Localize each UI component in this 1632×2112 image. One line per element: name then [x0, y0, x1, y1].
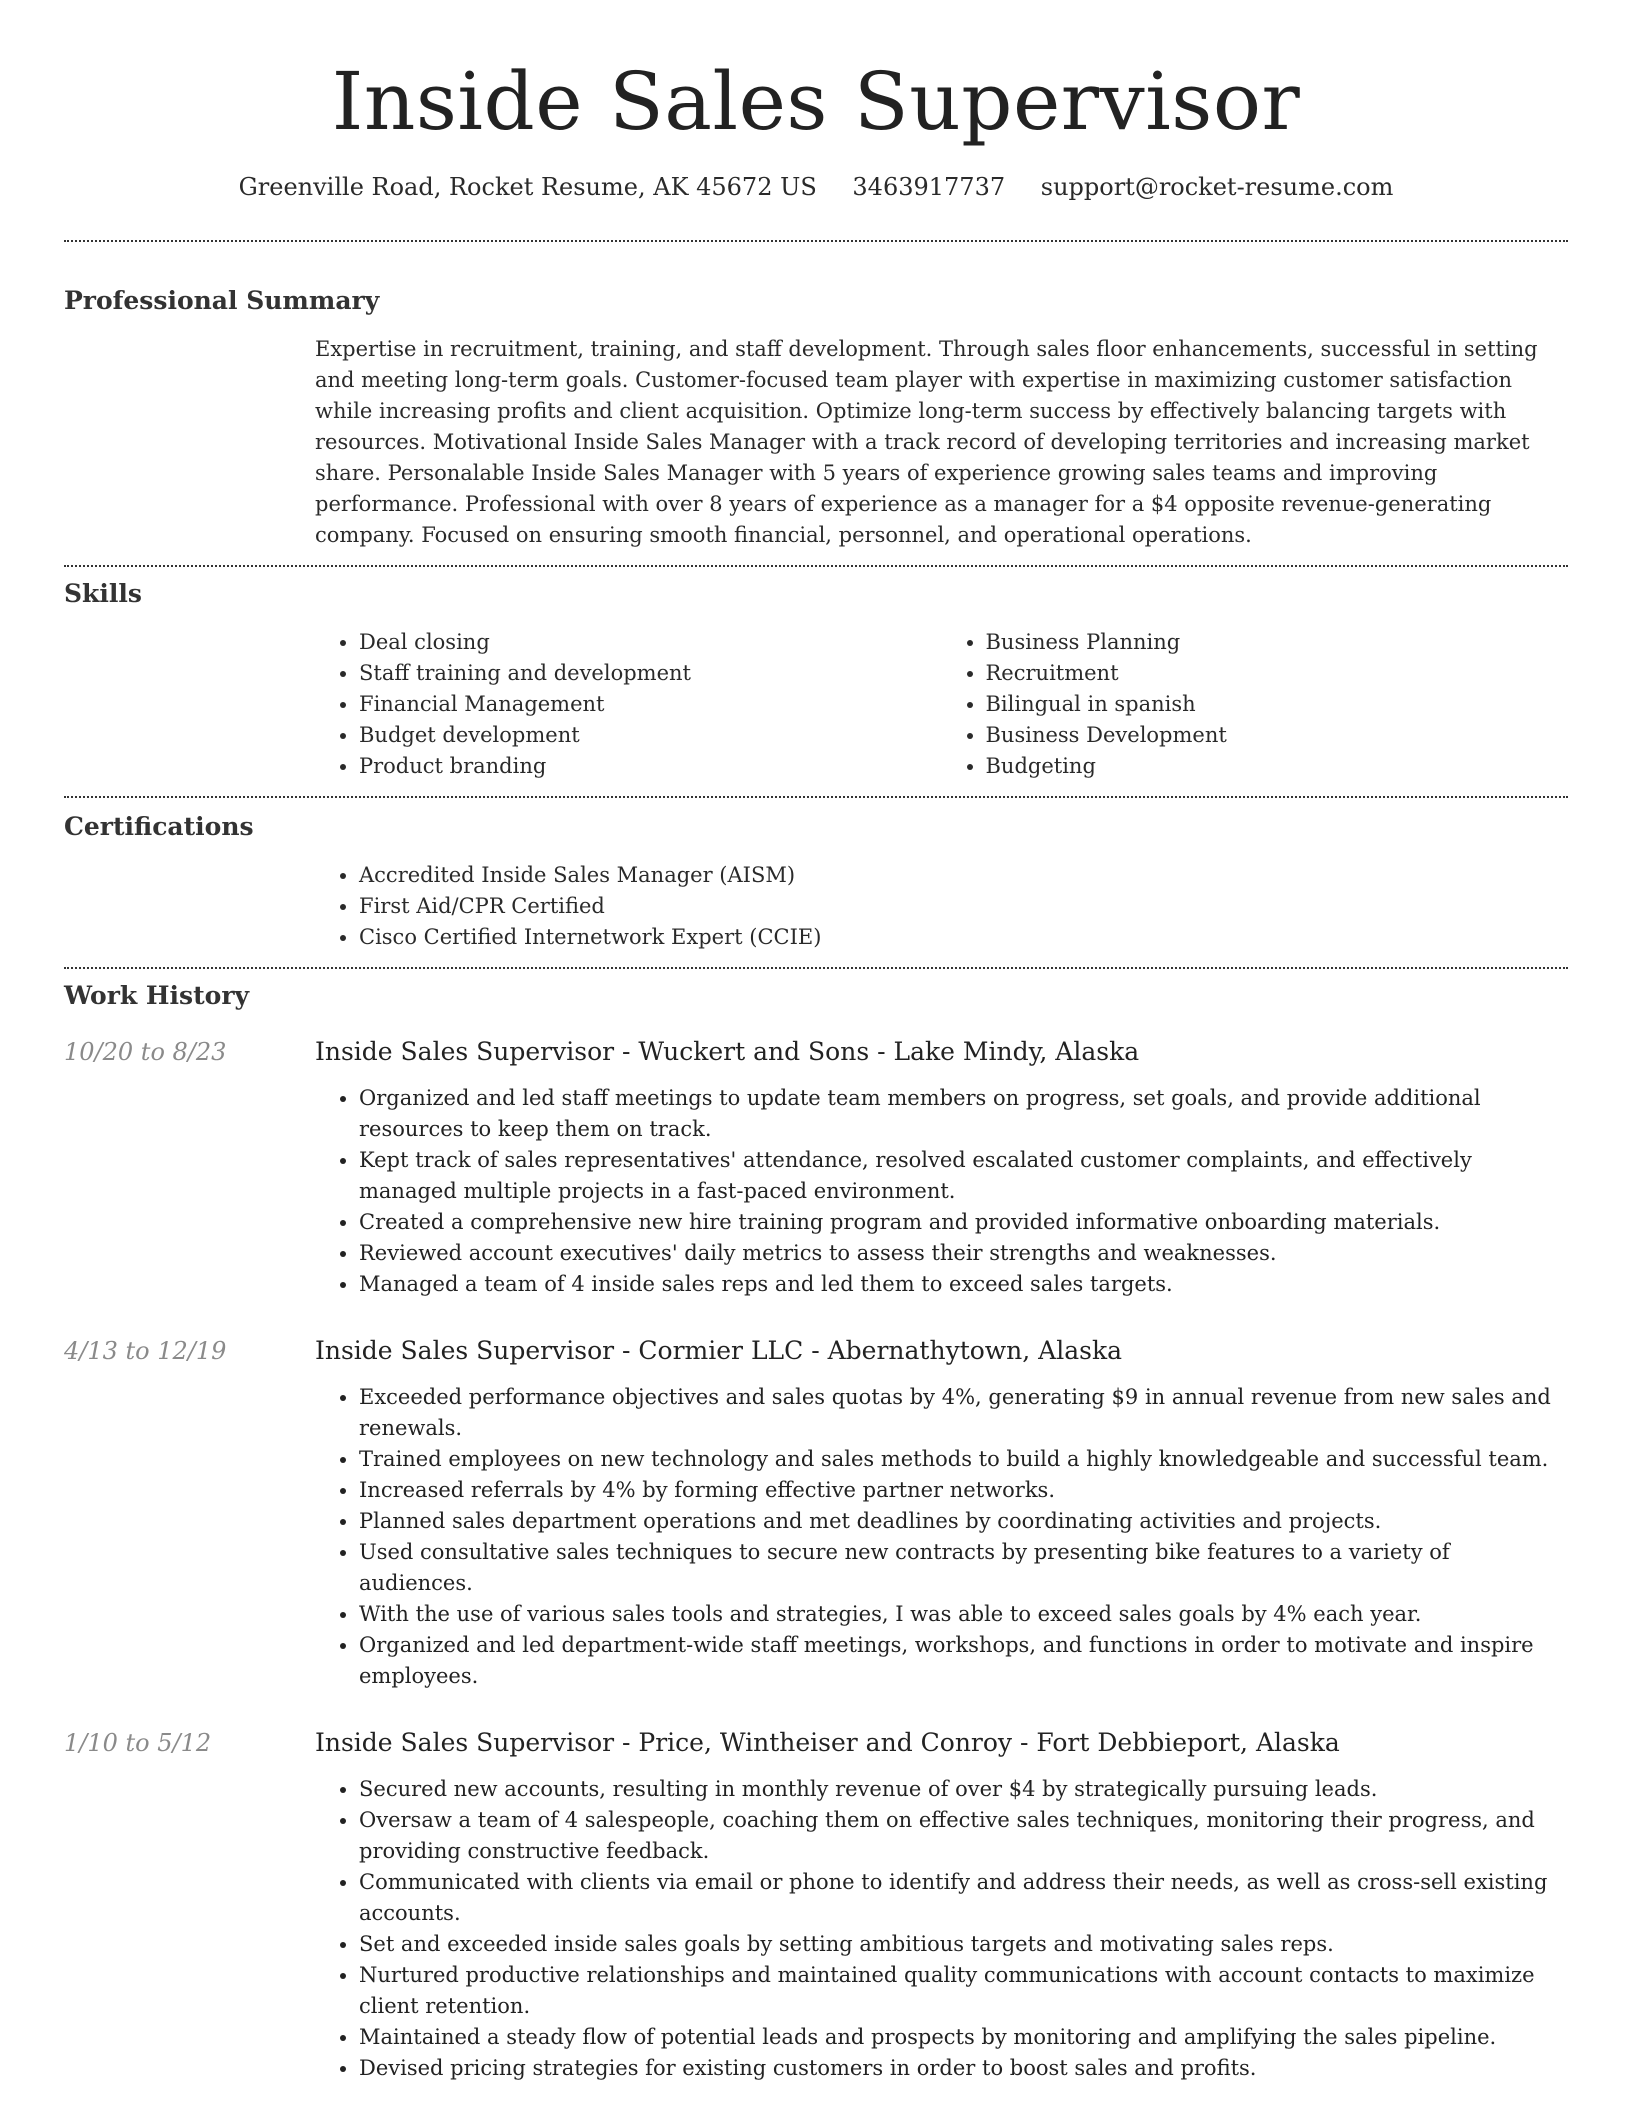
job-bullet: • Communicated with clients via email or phone to identify and address their needs, as well as cross-sell existing accounts.	[359, 1867, 1568, 1929]
job-bullet: • Maintained a steady flow of potential leads and prospects by monitoring and amplifying the sales pipeline.	[359, 2022, 1568, 2053]
job-bullet: • Organized and led department-wide staff meetings, workshops, and functions in order to motivate and inspire employees.	[359, 1630, 1568, 1692]
skill-item: • Financial Management	[359, 689, 942, 720]
job-bullet: • Created a comprehensive new hire training program and provided informative onboarding materials.	[359, 1207, 1568, 1238]
job-bullet: • Kept track of sales representatives' attendance, resolved escalated customer complaints, and effectively managed multiple projects in a fast-paced environment.	[359, 1145, 1568, 1207]
skill-item: • Staff training and development	[359, 658, 942, 689]
certifications-section	[64, 798, 1568, 967]
skills-list-left	[315, 627, 942, 782]
job-bullet: • Used consultative sales techniques to secure new contracts by presenting bike features to a variety of audiences.	[359, 1537, 1568, 1599]
job-dates: 4/13 to 12/19	[64, 1337, 227, 1365]
job-bullets	[315, 1083, 1568, 1300]
job-bullet: • Trained employees on new technology and sales methods to build a highly knowledgeable and successful team.	[359, 1444, 1568, 1475]
work-section	[64, 969, 1568, 2084]
skill-item: • Bilingual in spanish	[986, 689, 1569, 720]
job-bullet: • Secured new accounts, resulting in monthly revenue of over $4 by strategically pursuing leads.	[359, 1774, 1568, 1805]
skills-section	[64, 567, 1568, 796]
job-bullet: • Nurtured productive relationships and maintained quality communications with account contacts to maximize client retention.	[359, 1960, 1568, 2022]
job-title: Inside Sales Supervisor - Cormier LLC - Abernathytown, Alaska	[315, 1336, 1123, 1365]
summary-section	[64, 242, 1568, 565]
skills-grid	[315, 627, 1568, 796]
job-bullet: • Devised pricing strategies for existing customers in order to boost sales and profits.	[359, 2053, 1568, 2084]
job-title: Inside Sales Supervisor - Wuckert and Sons - Lake Mindy, Alaska	[315, 1037, 1140, 1066]
job-bullets	[315, 1774, 1568, 2084]
work-heading: Work History	[64, 981, 250, 1010]
job-bullet: • Increased referrals by 4% by forming effective partner networks.	[359, 1475, 1568, 1506]
skill-item: • Product branding	[359, 751, 942, 782]
contact-line	[64, 170, 1568, 204]
certifications-list	[315, 860, 1568, 953]
job-bullet: • With the use of various sales tools and strategies, I was able to exceed sales goals by 4% each year.	[359, 1599, 1568, 1630]
skill-item: • Business Development	[986, 720, 1569, 751]
skills-list-right	[942, 627, 1569, 782]
job-entry	[64, 1035, 1568, 1300]
job-bullet: • Set and exceeded inside sales goals by setting ambitious targets and motivating sales reps.	[359, 1929, 1568, 1960]
job-bullet: • Exceeded performance objectives and sales quotas by 4%, generating $9 in annual revenue from new sales and renewals.	[359, 1382, 1568, 1444]
job-bullet: • Reviewed account executives' daily metrics to assess their strengths and weaknesses.	[359, 1238, 1568, 1269]
resume-name: Inside Sales Supervisor	[331, 55, 1301, 148]
certifications-list-wrap	[315, 860, 1568, 967]
skills-heading: Skills	[64, 579, 142, 608]
skill-item: • Budgeting	[986, 751, 1569, 782]
skill-item: • Business Planning	[986, 627, 1569, 658]
certifications-heading: Certifications	[64, 812, 254, 841]
job-bullet: • Planned sales department operations and met deadlines by coordinating activities and projects.	[359, 1506, 1568, 1537]
summary-heading: Professional Summary	[64, 286, 380, 315]
certification-item: • Cisco Certified Internetwork Expert (CCIE)	[359, 922, 1568, 953]
certification-item: • Accredited Inside Sales Manager (AISM)	[359, 860, 1568, 891]
job-header	[64, 1035, 1568, 1069]
job-title: Inside Sales Supervisor - Price, Wintheiser and Conroy - Fort Debbieport, Alaska	[315, 1728, 1340, 1757]
job-dates: 1/10 to 5/12	[64, 1729, 212, 1757]
skill-item: • Recruitment	[986, 658, 1569, 689]
job-bullets	[315, 1382, 1568, 1692]
contact-phone: 3463917737	[852, 173, 1006, 201]
job-dates: 10/20 to 8/23	[64, 1038, 227, 1066]
contact-email: support@rocket-resume.com	[1040, 173, 1394, 201]
job-bullet: • Organized and led staff meetings to update team members on progress, set goals, and provide additional resources to keep them on track.	[359, 1083, 1568, 1145]
contact-address: Greenville Road, Rocket Resume, AK 45672 US	[238, 173, 817, 201]
certification-item: • First Aid/CPR Certified	[359, 891, 1568, 922]
skill-item: • Budget development	[359, 720, 942, 751]
job-header	[64, 1726, 1568, 1760]
job-bullet: • Managed a team of 4 inside sales reps and led them to exceed sales targets.	[359, 1269, 1568, 1300]
job-entry	[64, 1334, 1568, 1692]
job-entry	[64, 1726, 1568, 2084]
summary-text: Expertise in recruitment, training, and staff development. Through sales floor enhancements, successful in setting and meeting long-term goals. Customer-focused team player with expertise in maximizing customer satisfaction while increasing profits and client acquisition. Optimize long-term success by effectively balancing targets with resources. Motivational Inside Sales Manager with a track record of developing territories and increasing market share. Personalable Inside Sales Manager with 5 years of experience growing sales teams and improving performance. Professional with over 8 years of experience as a manager for a $4 opposite revenue-generating company. Focused on ensuring smooth financial, personnel, and operational operations.	[315, 337, 1538, 547]
skill-item: • Deal closing	[359, 627, 942, 658]
job-header	[64, 1334, 1568, 1368]
job-bullet: • Oversaw a team of 4 salespeople, coaching them on effective sales techniques, monitoring their progress, and providing constructive feedback.	[359, 1805, 1568, 1867]
